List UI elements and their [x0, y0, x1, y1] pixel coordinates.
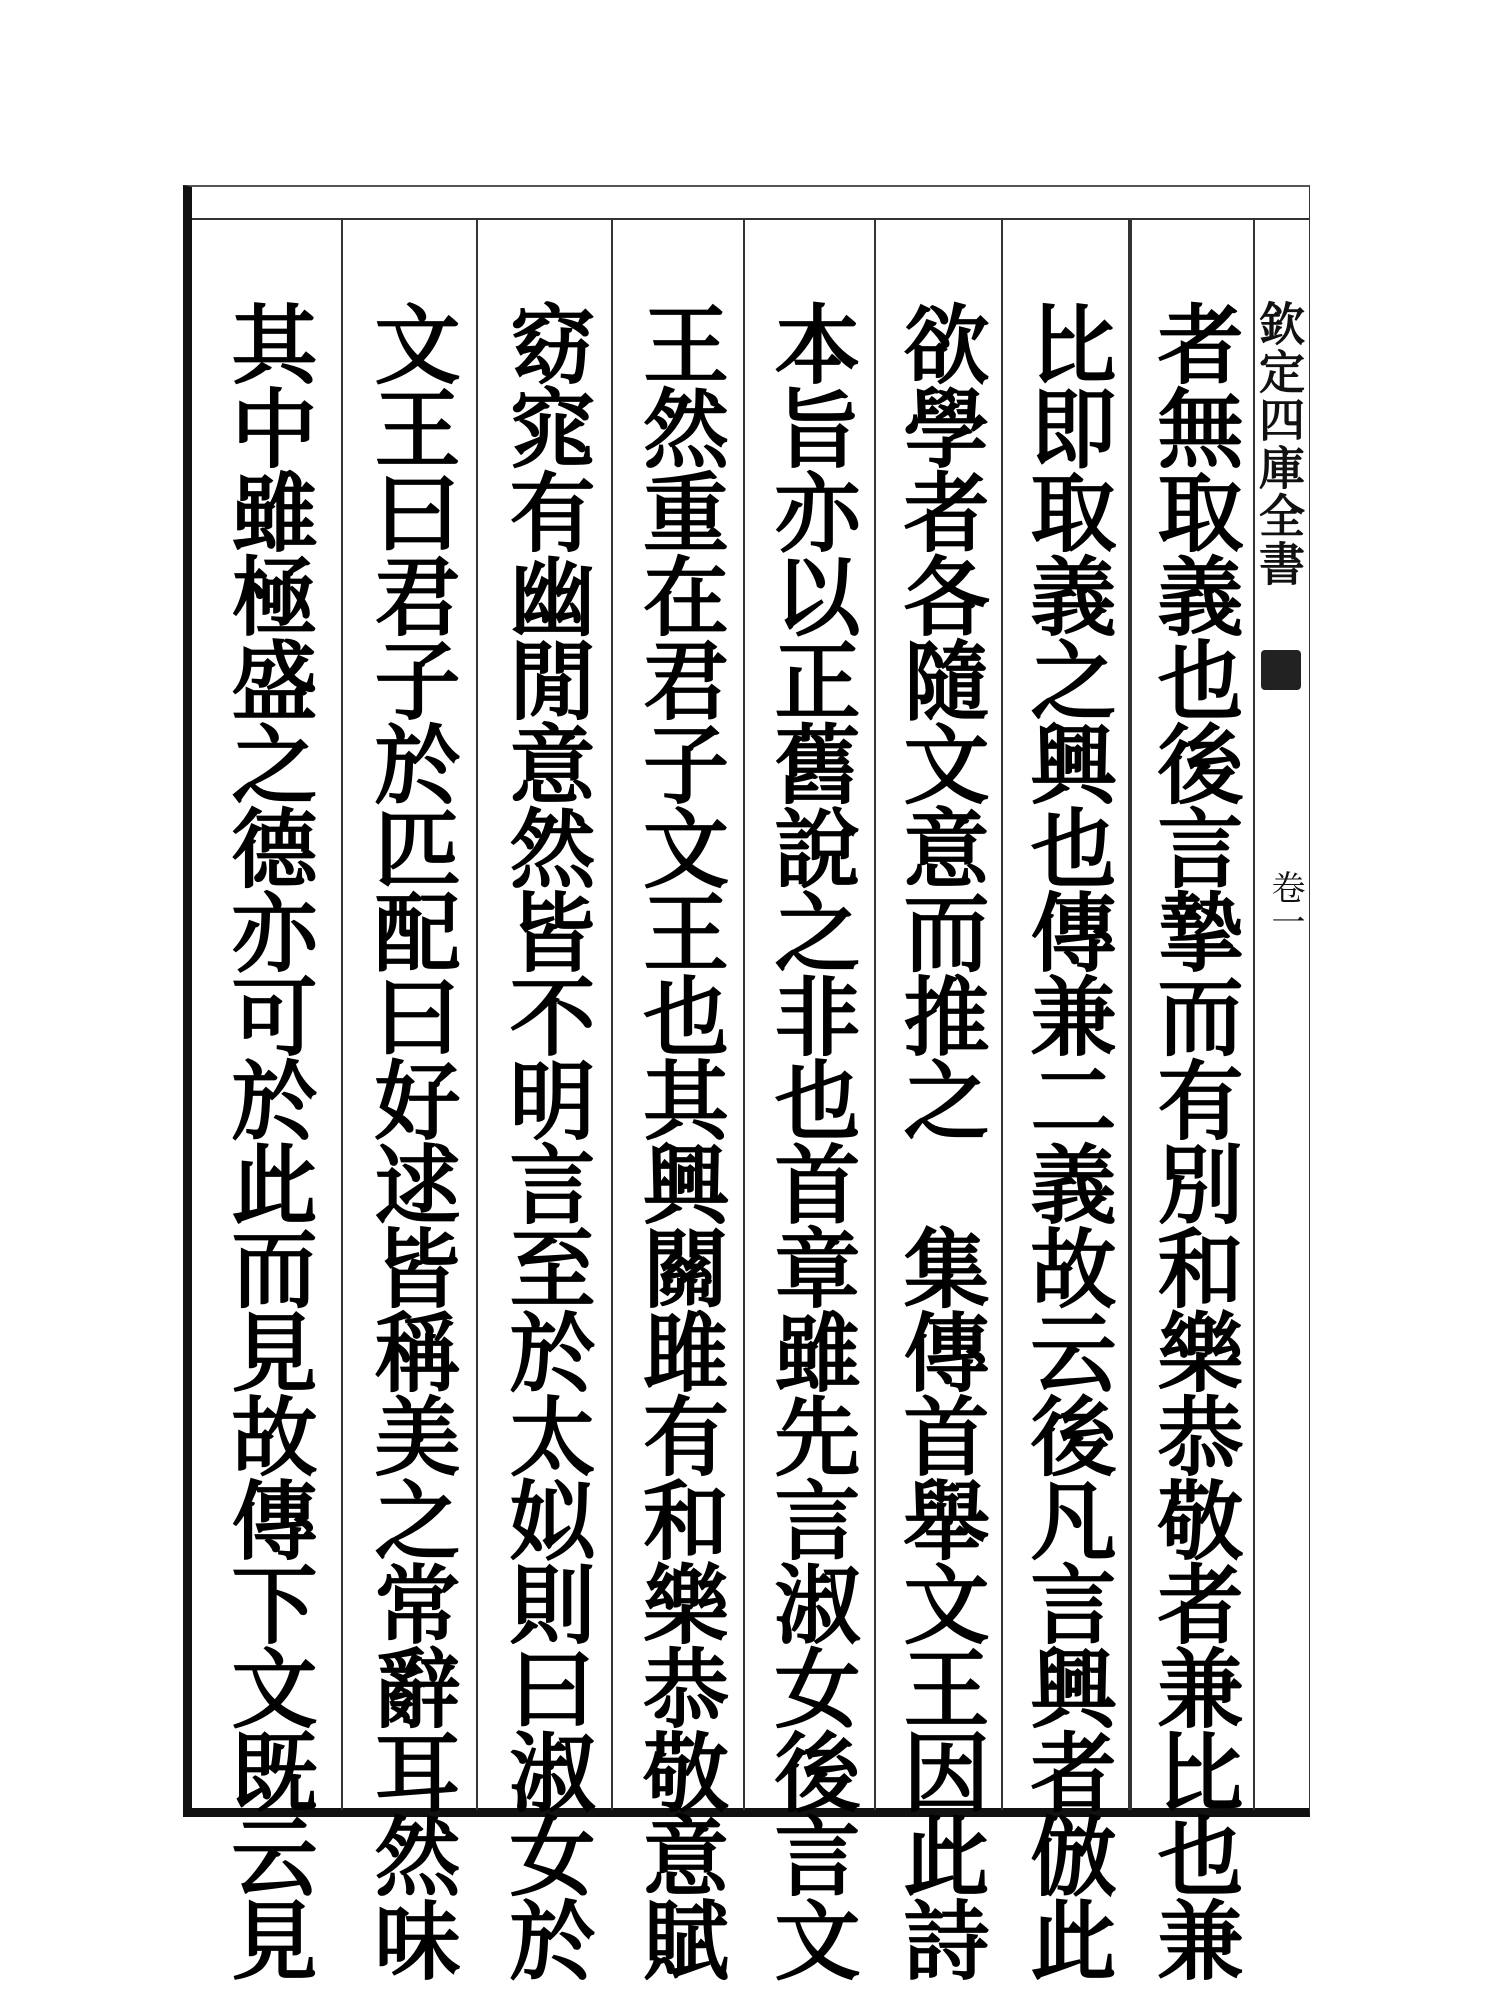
column-text: 比即取義之興也傳兼二義故云後凡言興者倣此	[1015, 300, 1117, 1980]
page-margin-strip	[1252, 220, 1310, 1810]
text-column-4	[745, 220, 876, 1980]
column-text: 窈窕有幽閒意然皆不明言至於太姒則曰淑女於	[494, 300, 596, 1980]
column-text: 者無取義也後言摯而有別和樂恭敬者兼比也兼	[1142, 300, 1244, 1980]
column-text: 王然重在君子文王也其興關雎有和樂恭敬意賦	[628, 300, 729, 1980]
text-column-8	[192, 220, 343, 1980]
juan-label: 卷一	[1265, 870, 1305, 938]
text-column-6	[478, 220, 613, 1980]
text-column-1	[1130, 220, 1255, 1980]
text-column-7	[343, 220, 478, 1980]
column-text: 本旨亦以正舊說之非也首章雖先言淑女後言文	[759, 300, 861, 1980]
text-column-2	[1003, 220, 1130, 1980]
column-text: 文王曰君子於匹配曰好逑皆稱美之常辭耳然味	[359, 300, 461, 1980]
column-text: 其中雖極盛之德亦可於此而見故傳下文既云見	[216, 300, 318, 1980]
book-title: 欽定四庫全書	[1252, 300, 1306, 588]
text-column-3	[876, 220, 1003, 1980]
text-column-5	[613, 220, 745, 1980]
fishtail-mark-icon	[1261, 650, 1301, 690]
column-text: 欲學者各隨文意而推之 集傳首舉文王因此詩	[888, 300, 990, 1980]
